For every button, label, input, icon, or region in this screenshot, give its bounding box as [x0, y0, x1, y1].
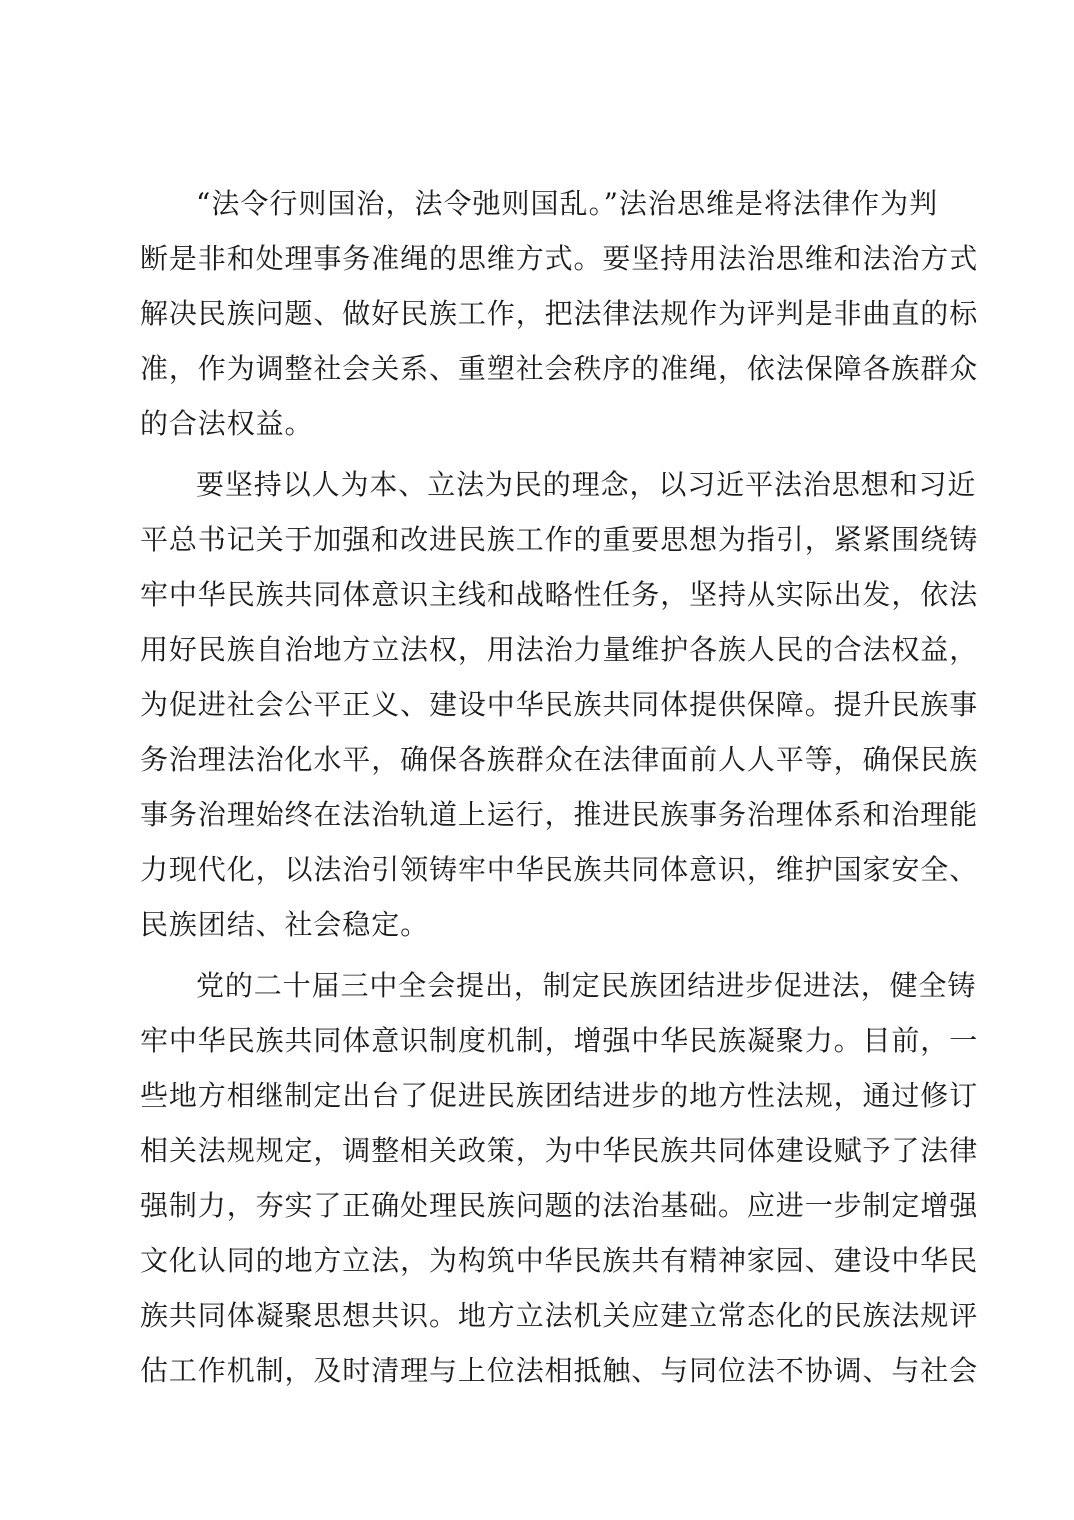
paragraph-3-line-5: 强制力，夯实了正确处理民族问题的法治基础。应进一步制定增强	[140, 1189, 979, 1222]
paragraph-2-line-3: 牢中华民族共同体意识主线和战略性任务，坚持从实际出发，依法	[140, 578, 979, 611]
paragraph-1-line-1: “法令行则国治，法令弛则国乱。”法治思维是将法律作为判	[196, 187, 938, 220]
paragraph-1-line-3: 解决民族问题、做好民族工作，把法律法规作为评判是非曲直的标	[140, 297, 979, 330]
paragraph-2-line-2: 平总书记关于加强和改进民族工作的重要思想为指引，紧紧围绕铸	[140, 523, 979, 556]
paragraph-3-line-8: 估工作机制，及时清理与上位法相抵触、与同位法不协调、与社会	[140, 1354, 979, 1387]
paragraph-3-line-1: 党的二十届三中全会提出，制定民族团结进步促进法，健全铸	[196, 969, 977, 1002]
paragraph-2-line-4: 用好民族自治地方立法权，用法治力量维护各族人民的合法权益，	[140, 633, 979, 666]
body-text	[140, 176, 979, 1398]
paragraph-3-line-7: 族共同体凝聚思想共识。地方立法机关应建立常态化的民族法规评	[140, 1299, 979, 1332]
paragraph-3-line-6: 文化认同的地方立法，为构筑中华民族共有精神家园、建设中华民	[140, 1244, 979, 1277]
paragraph-2-line-5: 为促进社会公平正义、建设中华民族共同体提供保障。提升民族事	[140, 688, 979, 721]
paragraph-1-line-2: 断是非和处理事务准绳的思维方式。要坚持用法治思维和法治方式	[140, 242, 979, 275]
paragraph-2-line-7: 事务治理始终在法治轨道上运行，推进民族事务治理体系和治理能	[140, 798, 979, 831]
paragraph-1-line-5: 的合法权益。	[140, 407, 314, 440]
paragraph-2-line-8: 力现代化，以法治引领铸牢中华民族共同体意识，维护国家安全、	[140, 853, 979, 886]
paragraph-1-line-4: 准，作为调整社会关系、重塑社会秩序的准绳，依法保障各族群众	[140, 352, 979, 385]
paragraph-2-line-9: 民族团结、社会稳定。	[140, 908, 430, 941]
paragraph-2-line-6: 务治理法治化水平，确保各族群众在法律面前人人平等，确保民族	[140, 743, 979, 776]
paragraph-3-line-2: 牢中华民族共同体意识制度机制，增强中华民族凝聚力。目前，一	[140, 1024, 979, 1057]
paragraph-3-line-4: 相关法规规定，调整相关政策，为中华民族共同体建设赋予了法律	[140, 1134, 979, 1167]
paragraph-3-line-3: 些地方相继制定出台了促进民族团结进步的地方性法规，通过修订	[140, 1079, 979, 1112]
paragraph-2-line-1: 要坚持以人为本、立法为民的理念，以习近平法治思想和习近	[196, 468, 977, 501]
